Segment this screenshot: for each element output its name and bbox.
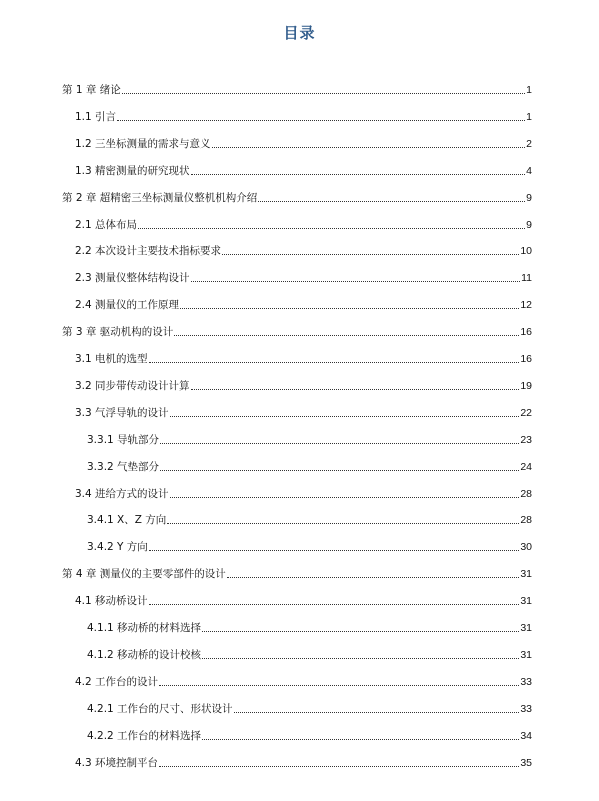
toc-entry-page-number: 31: [520, 622, 532, 634]
toc-entry[interactable]: [87, 459, 532, 475]
dot-leader: [202, 658, 519, 659]
toc-entry-page-number: 1: [526, 110, 532, 123]
dot-leader: [159, 766, 519, 767]
toc-entry-page-number: 35: [520, 756, 532, 769]
toc-entry[interactable]: [87, 512, 532, 528]
dot-leader: [202, 631, 519, 632]
toc-entry-page-number: 4: [526, 164, 532, 177]
toc-entry[interactable]: [75, 109, 532, 125]
toc-entry[interactable]: [87, 728, 532, 744]
toc-entry-label: 第 3 章 驱动机构的设计: [62, 326, 174, 339]
toc-entry-label: 第 4 章 测量仪的主要零部件的设计: [62, 568, 226, 581]
toc-entry-page-number: 12: [520, 299, 532, 312]
toc-entry-page-number: 16: [520, 353, 532, 365]
toc-entry-label: 3.2 同步带传动设计计算: [75, 379, 190, 392]
toc-entry-label: 3.4.1 X、Z 方向: [87, 514, 167, 527]
dot-leader: [212, 147, 526, 148]
toc-entry-label: 4.1.2 移动桥的设计校核: [87, 648, 202, 661]
toc-entry[interactable]: [75, 755, 532, 771]
dot-leader: [160, 443, 519, 444]
toc-entry-page-number: 9: [526, 191, 532, 204]
toc-entry-page-number: 34: [520, 729, 532, 742]
toc-entry[interactable]: [75, 270, 532, 286]
toc-entry[interactable]: [75, 351, 532, 367]
toc-entry-page-number: 31: [520, 568, 532, 581]
toc-entry-label: 2.3 测量仪整体结构设计: [75, 272, 190, 285]
dot-leader: [149, 362, 520, 363]
dot-leader: [191, 281, 521, 282]
toc-entry-page-number: 9: [526, 218, 532, 231]
toc-entry-page-number: 16: [520, 326, 532, 339]
page-title: 目录: [283, 24, 316, 42]
toc-entry-page-number: 30: [520, 541, 532, 554]
toc-entry-page-number: 1: [526, 84, 532, 96]
toc-entry-label: 3.3 气浮导轨的设计: [75, 406, 169, 419]
toc-entry-label: 3.4.2 Y 方向: [87, 541, 148, 554]
toc-entry-label: 第 1 章 绪论: [62, 84, 121, 96]
dot-leader: [122, 93, 525, 94]
toc-entry[interactable]: [75, 297, 532, 313]
dot-leader: [138, 228, 525, 229]
toc-entry-label: 3.1 电机的选型: [75, 353, 148, 365]
dot-leader: [180, 308, 519, 309]
toc-entry-label: 2.4 测量仪的工作原理: [75, 299, 180, 312]
toc-entry-label: 1.3 精密测量的研究现状: [75, 164, 190, 177]
dot-leader: [159, 685, 519, 686]
toc-entry-page-number: 28: [520, 487, 532, 500]
toc-entry-label: 2.1 总体布局: [75, 218, 138, 231]
dot-leader: [234, 712, 520, 713]
dot-leader: [191, 174, 526, 175]
dot-leader: [258, 201, 525, 202]
toc-entry[interactable]: [62, 190, 532, 206]
toc-entry-page-number: 33: [520, 702, 532, 715]
toc-entry[interactable]: [87, 539, 532, 555]
toc-entry-page-number: 2: [526, 137, 532, 150]
toc-entry[interactable]: [87, 701, 532, 717]
toc-entry[interactable]: [87, 432, 532, 448]
toc-entry-label: 3.4 进给方式的设计: [75, 487, 169, 500]
toc-entry-label: 3.3.2 气垫部分: [87, 460, 160, 473]
dot-leader: [170, 416, 520, 417]
dot-leader: [149, 550, 520, 551]
toc-entry[interactable]: [75, 163, 532, 179]
dot-leader: [222, 254, 519, 255]
dot-leader: [167, 523, 519, 524]
toc-entry[interactable]: [62, 566, 532, 582]
toc-entry[interactable]: [75, 136, 532, 152]
toc-entry-page-number: 31: [520, 595, 532, 608]
toc-entry[interactable]: [75, 405, 532, 421]
dot-leader: [170, 497, 520, 498]
dot-leader: [227, 577, 520, 578]
toc-entry-page-number: 10: [520, 245, 532, 258]
toc-entry-label: 4.2.2 工作台的材料选择: [87, 729, 202, 742]
toc-entry-label: 4.1 移动桥设计: [75, 595, 148, 608]
toc-entry-page-number: 22: [520, 406, 532, 419]
dot-leader: [191, 389, 520, 390]
dot-leader: [174, 335, 519, 336]
toc-entry[interactable]: [87, 620, 532, 636]
toc-entry[interactable]: [62, 82, 532, 98]
toc-entry[interactable]: [75, 243, 532, 259]
dot-leader: [117, 120, 525, 121]
toc-entry-label: 1.2 三坐标测量的需求与意义: [75, 137, 211, 150]
toc-entry[interactable]: [75, 486, 532, 502]
dot-leader: [160, 470, 519, 471]
toc-entry-page-number: 11: [521, 272, 532, 285]
dot-leader: [202, 739, 519, 740]
toc-entry[interactable]: [75, 593, 532, 609]
toc-entry[interactable]: [75, 674, 532, 690]
dot-leader: [149, 604, 520, 605]
toc-entry-page-number: 23: [520, 433, 532, 446]
toc-entry-label: 4.2 工作台的设计: [75, 675, 159, 688]
toc-entry[interactable]: [75, 217, 532, 233]
toc-entry-page-number: 24: [520, 460, 532, 473]
toc-entry-label: 4.1.1 移动桥的材料选择: [87, 622, 202, 634]
toc-entry-page-number: 19: [520, 379, 532, 392]
toc-entry[interactable]: [75, 378, 532, 394]
toc-entry[interactable]: [87, 647, 532, 663]
toc-entry-page-number: 31: [520, 648, 532, 661]
toc-entry[interactable]: [62, 324, 532, 340]
toc-entry-label: 4.2.1 工作台的尺寸、形状设计: [87, 702, 233, 715]
toc-entry-label: 4.3 环境控制平台: [75, 756, 159, 769]
toc-entry-page-number: 28: [520, 514, 532, 527]
toc-entry-label: 第 2 章 超精密三坐标测量仪整机机构介绍: [62, 191, 258, 204]
toc-entry-label: 2.2 本次设计主要技术指标要求: [75, 245, 222, 258]
toc-entry-label: 1.1 引言: [75, 110, 117, 123]
toc-entry-page-number: 33: [520, 675, 532, 688]
toc-entry-label: 3.3.1 导轨部分: [87, 433, 160, 446]
